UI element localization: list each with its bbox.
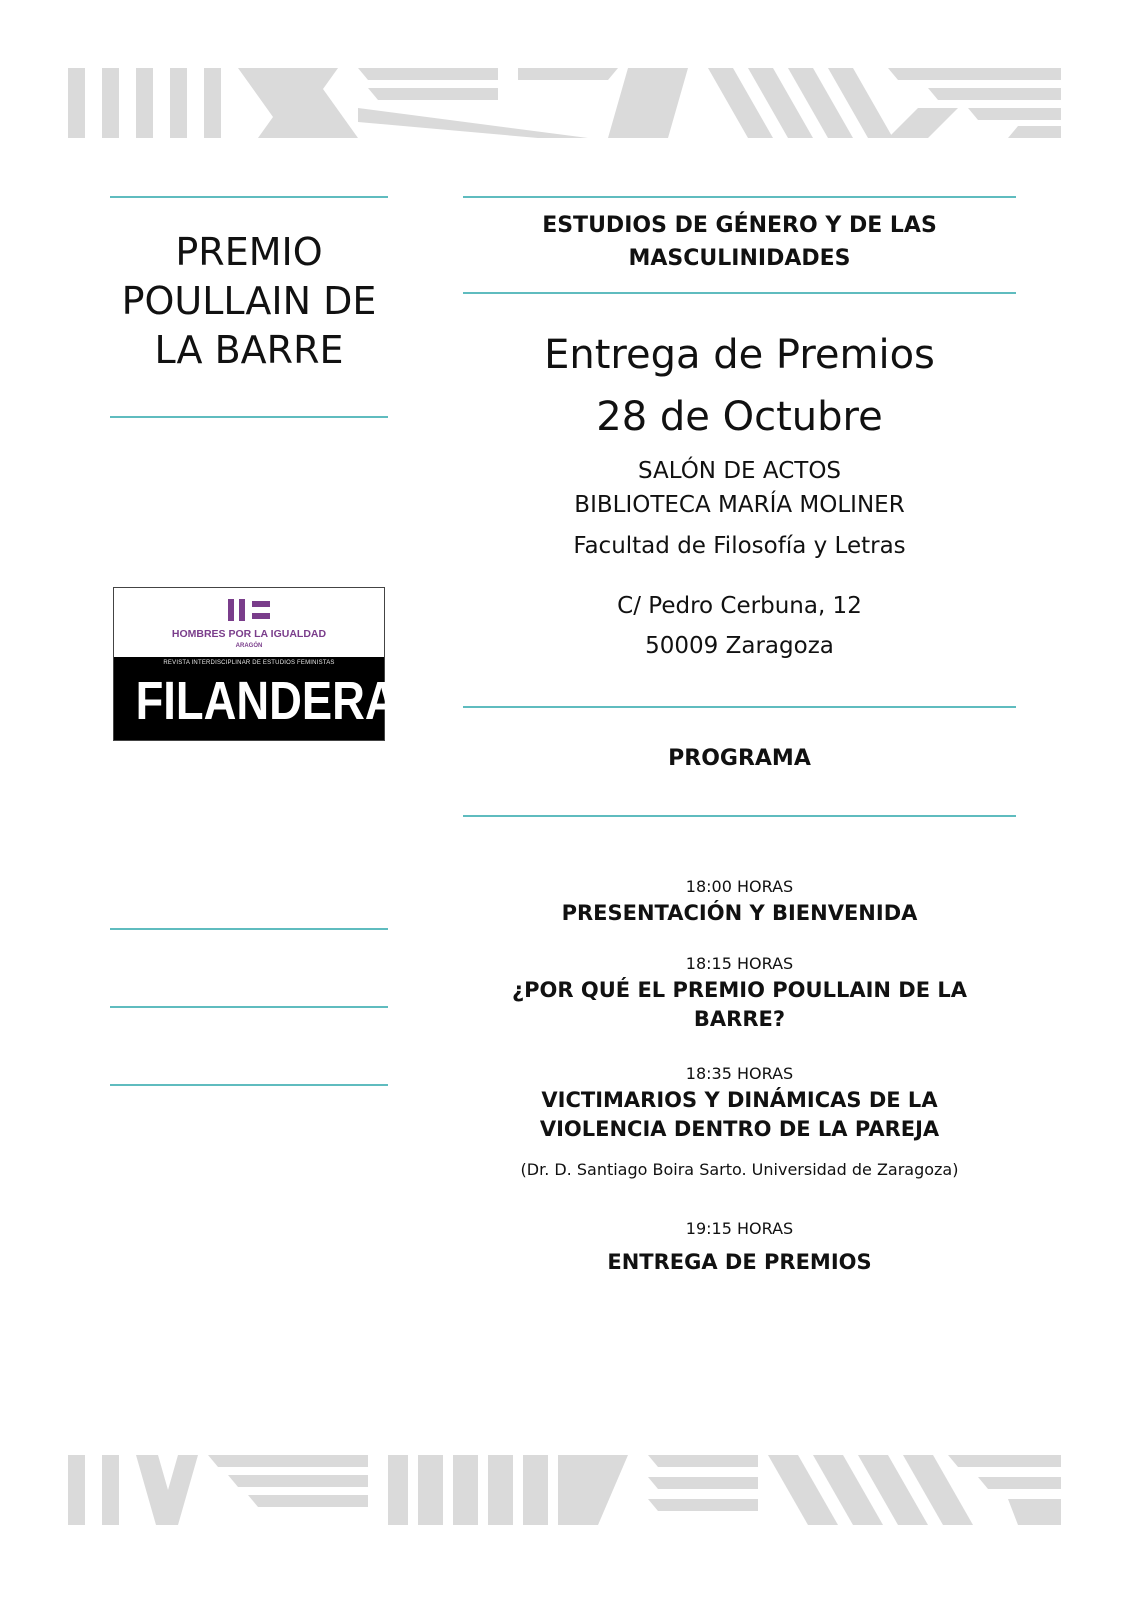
- event-title: Entrega de Premios: [544, 332, 935, 378]
- decorative-stripe-band-top: [68, 68, 1061, 138]
- divider-left-4: [110, 1006, 388, 1008]
- program-item-title: VIOLENCIA DENTRO DE LA PAREJA: [539, 1117, 940, 1141]
- program-item-speaker: (Dr. D. Santiago Boira Sarto. Universidad de Zaragoza): [520, 1160, 959, 1179]
- event-date: 28 de Octubre: [596, 394, 883, 440]
- program-item-time: 19:15 HORAS: [685, 1219, 794, 1238]
- filanderas-logo: [114, 657, 428, 740]
- hombres-igualdad-logo: [114, 588, 384, 657]
- sponsor-logo: [113, 587, 428, 741]
- program-item-title: ¿POR QUÉ EL PREMIO POULLAIN DE LA: [511, 978, 968, 1002]
- divider-right-4: [463, 815, 1016, 817]
- series-heading: [463, 209, 1016, 275]
- journal-name: FILANDERAS: [135, 671, 428, 731]
- program-item-title: BARRE?: [693, 1007, 786, 1031]
- program-heading: PROGRAMA: [668, 746, 811, 771]
- divider-left-3: [110, 928, 388, 930]
- program-item-title: VICTIMARIOS Y DINÁMICAS DE LA: [541, 1088, 938, 1112]
- divider-left-1: [110, 196, 388, 198]
- award-title-line: POULLAIN DE: [121, 279, 377, 323]
- venue-library: BIBLIOTECA MARÍA MOLINER: [574, 492, 905, 518]
- program-item-title: ENTREGA DE PREMIOS: [607, 1250, 872, 1274]
- org-name: HOMBRES POR LA IGUALDAD: [171, 628, 327, 640]
- program-item-title: PRESENTACIÓN Y BIENVENIDA: [561, 901, 918, 925]
- equality-mark-icon: [226, 599, 272, 621]
- series-heading-line: MASCULINIDADES: [628, 246, 851, 271]
- award-title-line: LA BARRE: [154, 328, 344, 372]
- journal-subtitle: REVISTA INTERDISCIPLINAR DE ESTUDIOS FEMINISTAS: [163, 660, 335, 666]
- program-item-time: 18:15 HORAS: [685, 954, 794, 973]
- award-title: [110, 228, 388, 375]
- divider-left-5: [110, 1084, 388, 1086]
- program-item-time: 18:35 HORAS: [685, 1064, 794, 1083]
- divider-right-2: [463, 292, 1016, 294]
- venue-faculty: Facultad de Filosofía y Letras: [573, 533, 906, 559]
- divider-left-2: [110, 416, 388, 418]
- decorative-stripe-band-bottom: [68, 1455, 1061, 1525]
- program-item-time: 18:00 HORAS: [685, 877, 794, 896]
- address-street: C/ Pedro Cerbuna, 12: [617, 593, 862, 619]
- divider-right-3: [463, 706, 1016, 708]
- org-region: ARAGÓN: [235, 643, 263, 649]
- award-title-line: PREMIO: [175, 230, 323, 274]
- series-heading-line: ESTUDIOS DE GÉNERO Y DE LAS: [542, 213, 937, 238]
- divider-right-1: [463, 196, 1016, 198]
- venue-hall: SALÓN DE ACTOS: [637, 458, 842, 484]
- address-city: 50009 Zaragoza: [645, 633, 834, 659]
